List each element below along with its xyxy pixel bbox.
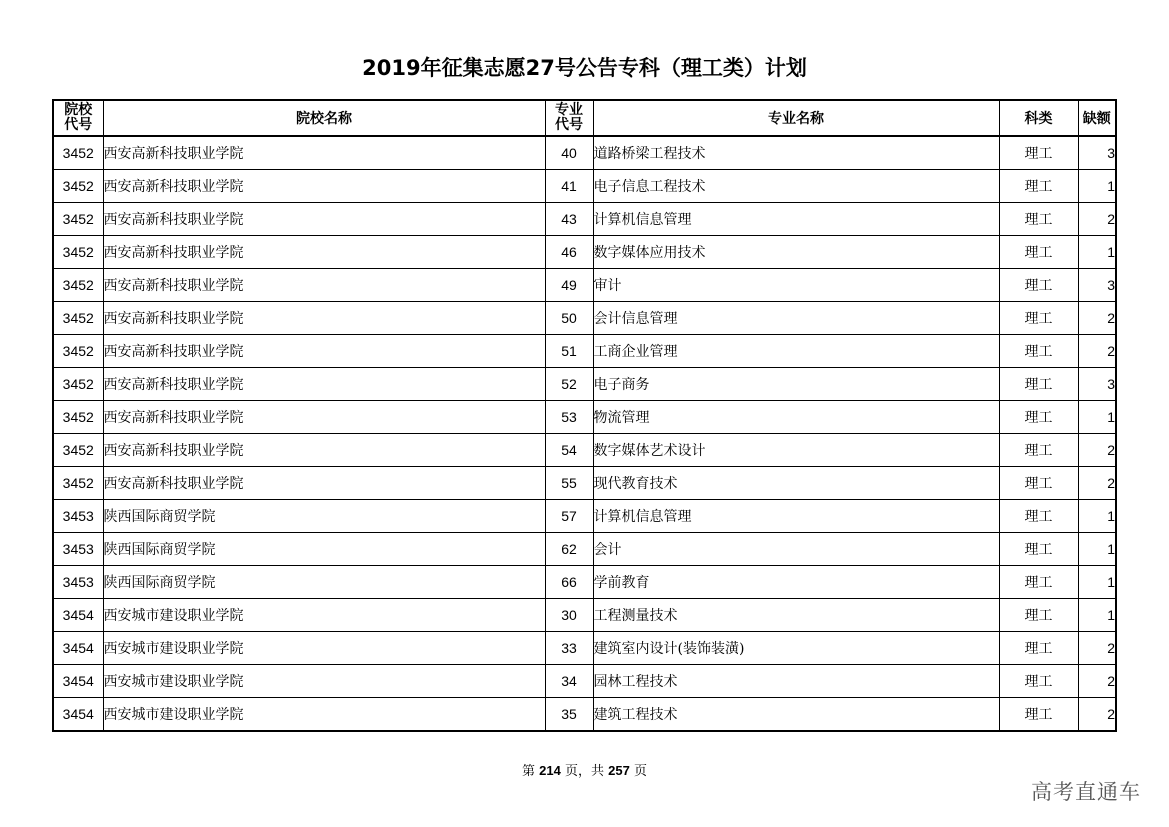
footer-page-number: 214 [539,763,561,778]
cell-vacancy: 3 [1078,368,1116,401]
cell-school-code: 3454 [53,599,103,632]
table-row [53,401,1116,434]
cell-school-name: 西安城市建设职业学院 [103,665,545,698]
table-row [53,500,1116,533]
cell-vacancy: 1 [1078,236,1116,269]
header-school-code [53,100,103,136]
cell-school-name: 西安高新科技职业学院 [103,236,545,269]
cell-school-name: 西安高新科技职业学院 [103,136,545,170]
cell-school-code: 3454 [53,632,103,665]
cell-school-name: 西安高新科技职业学院 [103,368,545,401]
cell-major-code: 53 [545,401,593,434]
cell-school-code: 3452 [53,170,103,203]
cell-school-name: 西安高新科技职业学院 [103,335,545,368]
cell-major-name: 道路桥梁工程技术 [593,136,999,170]
cell-major-code: 52 [545,368,593,401]
table-row [53,467,1116,500]
cell-vacancy: 2 [1078,203,1116,236]
cell-category: 理工 [999,170,1078,203]
table-row [53,136,1116,170]
table-row [53,434,1116,467]
cell-major-name: 工程测量技术 [593,599,999,632]
cell-category: 理工 [999,467,1078,500]
cell-school-code: 3452 [53,236,103,269]
cell-school-name: 西安城市建设职业学院 [103,698,545,732]
cell-major-code: 35 [545,698,593,732]
cell-school-code: 3454 [53,665,103,698]
cell-vacancy: 3 [1078,269,1116,302]
table-header-row [53,100,1116,136]
cell-school-code: 3452 [53,434,103,467]
table-row [53,665,1116,698]
cell-vacancy: 2 [1078,467,1116,500]
cell-school-name: 西安高新科技职业学院 [103,269,545,302]
cell-major-name: 计算机信息管理 [593,203,999,236]
cell-major-code: 40 [545,136,593,170]
table-row [53,566,1116,599]
header-major-name: 专业名称 [593,100,999,136]
cell-school-code: 3453 [53,533,103,566]
page-title: 2019年征集志愿27号公告专科（理工类）计划 [362,56,807,80]
footer-total-pages: 257 [608,763,630,778]
cell-school-name: 西安城市建设职业学院 [103,599,545,632]
cell-school-name: 西安高新科技职业学院 [103,467,545,500]
cell-category: 理工 [999,665,1078,698]
cell-major-name: 现代教育技术 [593,467,999,500]
cell-school-name: 西安高新科技职业学院 [103,170,545,203]
table-row [53,533,1116,566]
cell-major-name: 建筑室内设计(装饰装潢) [593,632,999,665]
cell-school-code: 3452 [53,401,103,434]
cell-vacancy: 1 [1078,599,1116,632]
cell-category: 理工 [999,368,1078,401]
cell-school-name: 西安高新科技职业学院 [103,302,545,335]
header-school-name: 院校名称 [103,100,545,136]
cell-major-code: 51 [545,335,593,368]
cell-school-code: 3452 [53,467,103,500]
cell-category: 理工 [999,236,1078,269]
cell-school-code: 3453 [53,566,103,599]
table-row [53,335,1116,368]
cell-major-name: 工商企业管理 [593,335,999,368]
cell-major-name: 学前教育 [593,566,999,599]
cell-category: 理工 [999,599,1078,632]
cell-school-code: 3452 [53,136,103,170]
footer-suffix: 页 [633,764,647,779]
header-vacancy: 缺额 [1078,100,1116,136]
table-row [53,632,1116,665]
cell-category: 理工 [999,566,1078,599]
cell-school-name: 西安高新科技职业学院 [103,203,545,236]
table-row [53,203,1116,236]
header-major-code-line1: 专业 [555,102,583,118]
cell-major-code: 33 [545,632,593,665]
footer-prefix: 第 [521,764,535,779]
cell-vacancy: 1 [1078,170,1116,203]
cell-school-name: 西安高新科技职业学院 [103,434,545,467]
cell-major-code: 50 [545,302,593,335]
cell-vacancy: 2 [1078,665,1116,698]
cell-school-code: 3452 [53,368,103,401]
cell-major-name: 物流管理 [593,401,999,434]
table-row [53,269,1116,302]
cell-category: 理工 [999,136,1078,170]
header-school-code-line1: 院校 [64,102,93,118]
cell-major-code: 57 [545,500,593,533]
cell-school-name: 陕西国际商贸学院 [103,566,545,599]
cell-vacancy: 1 [1078,566,1116,599]
cell-school-name: 陕西国际商贸学院 [103,533,545,566]
cell-vacancy: 3 [1078,136,1116,170]
header-category: 科类 [999,100,1078,136]
cell-major-code: 34 [545,665,593,698]
cell-school-name: 西安高新科技职业学院 [103,401,545,434]
cell-major-code: 55 [545,467,593,500]
table-row [53,599,1116,632]
cell-vacancy: 2 [1078,434,1116,467]
cell-category: 理工 [999,401,1078,434]
cell-major-name: 会计信息管理 [593,302,999,335]
cell-category: 理工 [999,698,1078,732]
cell-category: 理工 [999,302,1078,335]
table-row [53,170,1116,203]
cell-school-code: 3452 [53,269,103,302]
cell-vacancy: 1 [1078,533,1116,566]
cell-major-code: 66 [545,566,593,599]
table-row [53,302,1116,335]
cell-major-name: 数字媒体艺术设计 [593,434,999,467]
cell-major-code: 41 [545,170,593,203]
table-row [53,236,1116,269]
cell-major-name: 审计 [593,269,999,302]
cell-vacancy: 2 [1078,335,1116,368]
cell-vacancy: 2 [1078,698,1116,732]
cell-major-name: 会计 [593,533,999,566]
table-row [53,698,1116,732]
cell-major-name: 园林工程技术 [593,665,999,698]
cell-major-code: 30 [545,599,593,632]
cell-category: 理工 [999,269,1078,302]
cell-major-name: 计算机信息管理 [593,500,999,533]
cell-category: 理工 [999,335,1078,368]
cell-major-code: 46 [545,236,593,269]
header-school-code-line2: 代号 [64,117,93,133]
cell-category: 理工 [999,203,1078,236]
cell-major-code: 62 [545,533,593,566]
cell-vacancy: 2 [1078,632,1116,665]
plan-table [52,99,1117,732]
header-major-code-line2: 代号 [555,117,583,133]
page-footer [0,760,1169,779]
cell-category: 理工 [999,434,1078,467]
cell-vacancy: 1 [1078,401,1116,434]
cell-major-name: 电子信息工程技术 [593,170,999,203]
cell-vacancy: 1 [1078,500,1116,533]
cell-vacancy: 2 [1078,302,1116,335]
cell-school-name: 西安城市建设职业学院 [103,632,545,665]
cell-school-code: 3452 [53,203,103,236]
cell-major-code: 54 [545,434,593,467]
cell-category: 理工 [999,632,1078,665]
cell-school-code: 3454 [53,698,103,732]
cell-major-name: 数字媒体应用技术 [593,236,999,269]
cell-school-code: 3452 [53,302,103,335]
cell-major-code: 43 [545,203,593,236]
cell-category: 理工 [999,500,1078,533]
cell-school-name: 陕西国际商贸学院 [103,500,545,533]
cell-school-code: 3453 [53,500,103,533]
table-row [53,368,1116,401]
header-major-code [545,100,593,136]
footer-middle: 页，共 [564,764,604,779]
cell-school-code: 3452 [53,335,103,368]
cell-major-name: 建筑工程技术 [593,698,999,732]
cell-major-code: 49 [545,269,593,302]
watermark: 高考直通车 [1031,780,1141,804]
cell-category: 理工 [999,533,1078,566]
cell-major-name: 电子商务 [593,368,999,401]
